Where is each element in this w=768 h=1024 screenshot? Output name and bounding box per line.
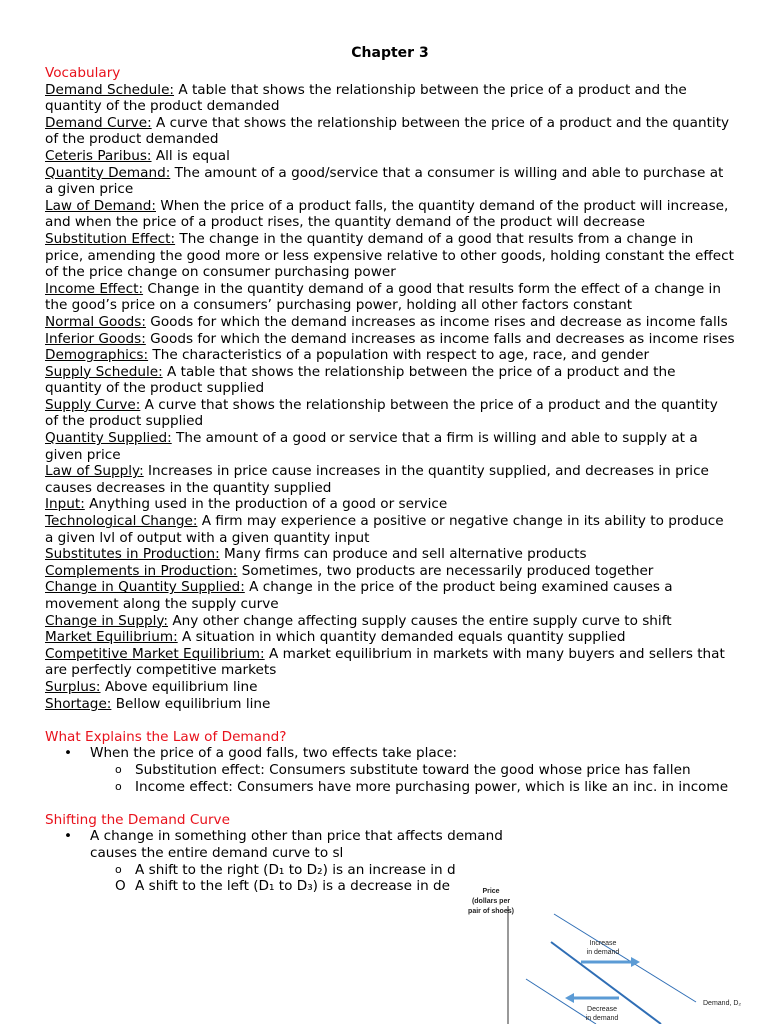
vocab-term: Change in Supply: [45, 612, 168, 629]
demand-shift-graph [456, 884, 746, 1024]
vocab-definition: Anything used in the production of a good or service [84, 496, 448, 513]
vocab-definition: Goods for which the demand increases as income falls and decreases as income rises [145, 330, 735, 347]
vocab-definition: The change in the quantity demand of a good that results from a change in price, amending the good more or less expensive relative to other goods, holding constant the effect of the price change on consumer purchasing power [45, 230, 734, 281]
vocab-entry [45, 281, 735, 314]
demand-shift-figure [456, 884, 746, 1024]
vocab-entry [45, 397, 735, 430]
vocab-definition: Bellow equilibrium line [111, 695, 271, 712]
vocab-entry [45, 696, 735, 713]
vocab-entry [45, 115, 735, 148]
vocab-definition: Any other change affecting supply causes the entire supply curve to shift [168, 612, 672, 629]
increase-arrow-head [631, 957, 640, 967]
vocab-entry [45, 198, 735, 231]
vocab-term: Supply Curve: [45, 396, 141, 413]
vocab-entry [45, 82, 735, 115]
vocab-definition: A curve that shows the relationship between the price of a product and the quantity of the product demanded [45, 114, 730, 148]
vocab-entry [45, 148, 735, 165]
vocab-term: Surplus: [45, 678, 101, 695]
decrease-label-1: Decrease [587, 1006, 617, 1013]
vocab-entry [45, 364, 735, 397]
vocabulary-heading: Vocabulary [45, 65, 121, 81]
vocab-definition: Many firms can produce and sell alternative products [219, 546, 587, 563]
sub-bullet-text: Income effect: Consumers have more purchasing power, which is like an inc. in income [135, 778, 729, 795]
vocab-entry [45, 314, 735, 331]
shifting-demand-list [45, 828, 735, 861]
vocab-entry [45, 563, 735, 580]
vocab-term: Market Equilibrium: [45, 629, 178, 646]
vocab-term: Complements in Production: [45, 562, 238, 579]
vocab-term: Quantity Supplied: [45, 430, 172, 447]
list-item [45, 745, 735, 762]
vocab-definition: A market equilibrium in markets with many buyers and sellers that are perfectly competitive markets [45, 645, 725, 679]
law-of-demand-sublist [90, 762, 735, 795]
vocab-definition: A firm may experience a positive or negative change in its ability to produce a given lvl of output with a given quantity input [45, 513, 724, 546]
demand-d2-label: Demand, D₂ [703, 1000, 742, 1007]
sub-bullet-marker: o [115, 762, 122, 776]
increase-label-2: in demand [586, 949, 620, 956]
sub-bullet-text: A shift to the left (D₁ to D₃) is a decrease in de [135, 878, 451, 895]
shifting-demand-heading: Shifting the Demand Curve [45, 811, 230, 828]
vocab-entry [45, 679, 735, 696]
vocab-term: Inferior Goods: [45, 330, 146, 347]
list-item [45, 828, 735, 861]
vocab-entry [45, 347, 735, 364]
vocab-definition: The amount of a good/service that a consumer is willing and able to purchase at a given price [45, 164, 724, 198]
vocab-entry [45, 430, 735, 463]
price-axis-label: Price [482, 888, 500, 895]
law-of-demand-heading: What Explains the Law of Demand? [45, 728, 287, 745]
vocab-term: Normal Goods: [45, 313, 146, 330]
vocab-definition: The amount of a good or service that a firm is willing and able to supply at a given price [45, 430, 698, 463]
shifting-demand-bullet-text: • A change in something other than price that affects demand causes the entire demand curve to sl [90, 828, 503, 861]
vocab-definition: A table that shows the relationship between the price of a product and the quantity of the product supplied [45, 363, 676, 397]
vocab-term: Demand Schedule: [45, 81, 175, 98]
sub-bullet-marker: O [115, 878, 126, 895]
vocab-entry [45, 231, 735, 281]
vocab-entry [45, 496, 735, 513]
demand-curve-d2 [554, 914, 696, 1002]
vocab-term: Demographics: [45, 347, 149, 364]
vocab-term: Law of Demand: [45, 197, 156, 214]
vocab-term: Input: [45, 496, 85, 513]
vocabulary-list [45, 82, 735, 713]
vocab-term: Quantity Demand: [45, 164, 171, 181]
vocab-entry [45, 646, 735, 679]
sub-bullet-text: A shift to the right (D₁ to D₂) is an increase in d [135, 861, 456, 878]
vocab-entry [45, 579, 735, 612]
vocab-entry [45, 463, 735, 496]
vocab-entry [45, 513, 735, 546]
vocab-term: Substitution Effect: [45, 230, 176, 247]
vocab-term: Change in Quantity Supplied: [45, 579, 245, 596]
vocab-definition: A curve that shows the relationship between the price of a product and the quantity of the product supplied [45, 396, 718, 430]
sub-list-item [90, 779, 735, 796]
sub-list-item [90, 762, 735, 779]
vocab-entry [45, 331, 735, 348]
vocab-term: Law of Supply: [45, 463, 144, 480]
vocab-entry [45, 165, 735, 198]
price-axis-unit-1: (dollars per [471, 898, 511, 905]
sub-bullet-marker: o [115, 779, 122, 793]
vocab-definition: Above equilibrium line [100, 678, 258, 695]
vocab-term: Shortage: [45, 695, 112, 712]
increase-label-1: Increase [589, 940, 617, 947]
vocab-definition: Increases in price cause increases in the quantity supplied, and decreases in price causes decreases in the quantity supplied [45, 463, 709, 496]
decrease-arrow-head [565, 993, 574, 1003]
vocab-term: Competitive Market Equilibrium: [45, 645, 265, 662]
vocab-entry [45, 613, 735, 630]
vocab-definition: A table that shows the relationship between the price of a product and the quantity of the product demanded [45, 81, 687, 115]
vocab-term: Supply Schedule: [45, 363, 163, 380]
price-axis-unit-2: pair of shoes) [468, 908, 514, 915]
vocab-term: Substitutes in Production: [45, 546, 220, 563]
vocab-definition: A situation in which quantity demanded equals quantity supplied [177, 629, 626, 646]
vocab-definition: A change in the price of the product being examined causes a movement along the supply curve [45, 579, 673, 612]
vocab-definition: Sometimes, two products are necessarily produced together [237, 562, 654, 579]
page-title: Chapter 3 [351, 45, 429, 61]
vocab-term: Technological Change: [45, 513, 198, 530]
vocab-definition: Goods for which the demand increases as income rises and decrease as income falls [145, 313, 728, 330]
vocab-term: Ceteris Paribus: [45, 147, 152, 164]
vocab-entry [45, 546, 735, 563]
decrease-label-2: in demand [585, 1015, 619, 1022]
sub-bullet-marker: o [115, 862, 122, 876]
document-page [45, 43, 735, 895]
sub-list-item [90, 862, 735, 879]
vocab-definition: When the price of a product falls, the quantity demand of the product will increase, and when the price of a product rises, the quantity demand of the product will decrease [45, 197, 729, 231]
law-of-demand-list [45, 745, 735, 762]
law-of-demand-bullet-text: When the price of a good falls, two effects take place: [90, 745, 458, 762]
vocab-definition: The characteristics of a population with respect to age, race, and gender [148, 347, 650, 364]
vocab-definition: All is equal [151, 147, 230, 164]
vocab-definition: Change in the quantity demand of a good that results form the effect of a change in the good’s price on a consumers’ purchasing power, holding all other factors constant [45, 280, 721, 314]
vocab-term: Income Effect: [45, 280, 144, 297]
vocab-entry [45, 629, 735, 646]
vocab-term: Demand Curve: [45, 114, 152, 131]
sub-bullet-text: Substitution effect: Consumers substitute toward the good whose price has fallen [135, 761, 691, 778]
